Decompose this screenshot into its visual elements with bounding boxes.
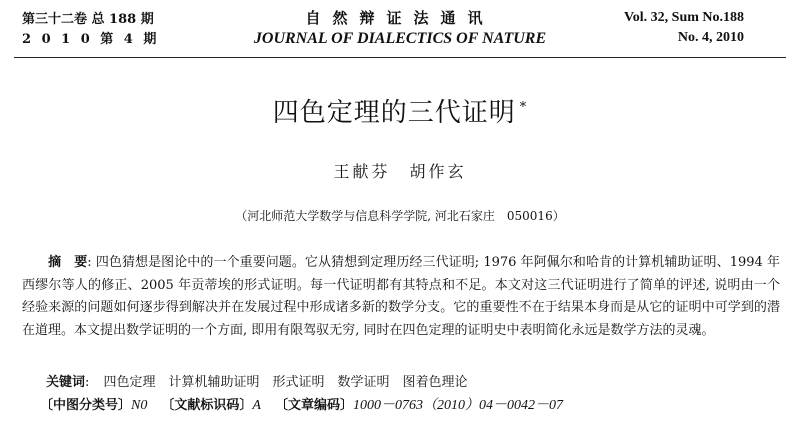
abstract-text: : 四色猜想是图论中的一个重要问题。它从猜想到定理历经三代证明; 1976 年阿佩尔和哈肯的计算机辅助证明、1994 年西缪尔等人的修正、2005 年贡蒂埃的形式证明。每一代证明都有其特点和不足。本文对这三代证明进行了简单的评述, 说明由一个经验来源的问题如何逐步得到解决并在发展过程中形成诸多新的数学分支。它的重要性不在于结果本身而是从它的证明中可学到的潜在道理。本文提出数学证明的一个方面, 即用有限驾驭无穷, 同时在四色定理的证明史中表明简化永远是数学方法的灵魂。 xyxy=(22,255,780,338)
issue-line: 2 0 1 0 第 4 期 xyxy=(22,32,160,47)
keywords-label: 关键词 xyxy=(46,375,86,390)
doc-code-label: 〔文献标识码〕 xyxy=(161,398,253,413)
title-footnote-mark: * xyxy=(519,100,528,116)
article-code-label: 〔文章编码〕 xyxy=(274,398,353,413)
title-text: 四色定理的三代证明 xyxy=(272,98,516,128)
clc-label: 〔中图分类号〕 xyxy=(40,398,132,413)
affiliation: （河北师范大学数学与信息科学学院, 河北石家庄 050016） xyxy=(235,209,565,223)
header-rule xyxy=(14,57,786,58)
authors: 王献芬 胡作玄 xyxy=(333,162,467,181)
article-title xyxy=(0,92,800,129)
volume-info-en xyxy=(624,8,744,48)
article-code-value: 1000－0763（2010）04－0042－07 xyxy=(352,398,563,413)
journal-name-en: JOURNAL OF DIALECTICS OF NATURE xyxy=(253,30,547,47)
clc-value: N0 xyxy=(131,398,148,413)
journal-name-cn: 自然辩证法通讯 xyxy=(305,9,495,27)
abstract-label: 摘 要 xyxy=(48,255,88,270)
keywords-text: : 四色定理 计算机辅助证明 形式证明 数学证明 图着色理论 xyxy=(85,375,468,390)
abstract xyxy=(22,252,780,342)
issue-en: No. 4, 2010 xyxy=(677,30,744,45)
keywords xyxy=(46,373,468,393)
volume-line: 第三十二卷 总 188 期 xyxy=(22,12,154,27)
volume-en: Vol. 32, Sum No.188 xyxy=(623,10,744,25)
doc-code-value: A xyxy=(252,398,261,413)
classification-line xyxy=(40,396,563,416)
